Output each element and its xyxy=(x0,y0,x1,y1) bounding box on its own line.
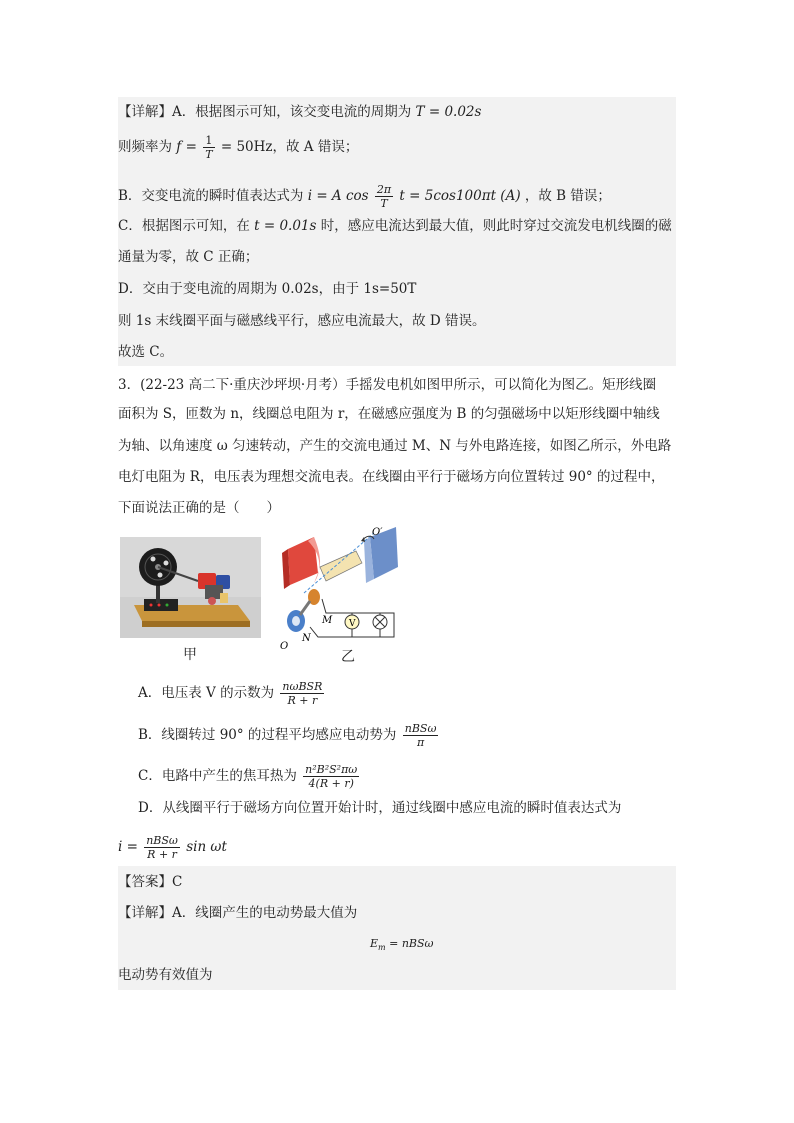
question-line3: 为轴、以角速度 ω 匀速转动，产生的交流电通过 M、N 与外电路连接，如图乙所示，外电路 xyxy=(118,438,672,454)
svg-text:M: M xyxy=(322,615,333,626)
solution1-line2: 则频率为 f = $\frac{1}{T}$ = 50Hz，故 A 错误； xyxy=(118,134,359,161)
solution1-line7: 则 1s 末线圈平面与磁感线平行，感应电流最大，故 D 错误。 xyxy=(118,313,486,329)
fraction-1-over-T: $\frac{1}{T}$ xyxy=(205,134,213,161)
svg-text:O′: O′ xyxy=(372,527,383,538)
fraction-2pi-over-T: $\frac{2\pi}{T}$ xyxy=(376,183,392,210)
option-d: D．从线圈平行于磁场方向位置开始计时，通过线圈中感应电流的瞬时值表达式为 xyxy=(138,800,622,816)
solution2-line1: 【详解】A．线圈产生的电动势最大值为 xyxy=(118,905,358,921)
svg-text:O: O xyxy=(280,641,289,651)
solution2-equation: $E_m = nBS\omega$ xyxy=(370,937,434,953)
option-b: B．线圈转过 90° 的过程平均感应电动势为 $\frac{\text{nBSω}}{\pi}$ xyxy=(138,722,437,749)
question-line5: 下面说法正确的是（ ） xyxy=(118,500,280,516)
answer-line: 【答案】C xyxy=(118,874,183,890)
svg-text:N: N xyxy=(302,633,311,644)
solution1-line3: B．交变电流的瞬时值表达式为 i = A cos $\frac{2\pi}{T}$ t = 5cos100πt (A) ，故 B 错误； xyxy=(118,183,611,210)
option-c-fraction: $\frac{\text{n²B²S²πω}}{4(R + r)}$ xyxy=(305,763,358,790)
caption-jia: 甲 xyxy=(183,647,197,663)
option-d-fraction: $\frac{\text{nBSω}}{R + r}$ xyxy=(146,834,178,861)
option-b-fraction: $\frac{\text{nBSω}}{\pi}$ xyxy=(404,722,437,749)
solution1-line1: 【详解】A．根据图示可知，该交变电流的周期为 T = 0.02s xyxy=(118,104,482,120)
question-line1: 3．(22-23 高二下·重庆沙坪坝·月考）手摇发电机如图甲所示，可以简化为图乙。矩形线圈 xyxy=(118,377,657,393)
solution1-line5: 通量为零，故 C 正确； xyxy=(118,249,259,265)
solution2-line2: 电动势有效值为 xyxy=(118,967,213,983)
svg-text:V: V xyxy=(349,619,356,629)
option-a: A．电压表 V 的示数为 $\frac{\text{nωBSR}}{R + r}$ xyxy=(138,680,323,707)
generator-photo xyxy=(120,537,261,638)
solution1-line6: D．交由于变电流的周期为 0.02s，由于 1s=50T xyxy=(118,281,417,297)
question-line2: 面积为 S，匝数为 n，线圈总电阻为 r，在磁感应强度为 B 的匀强磁场中以矩形线圈中轴线 xyxy=(118,406,660,422)
caption-yi: 乙 xyxy=(341,649,355,665)
solution1-line4: C．根据图示可知，在 t = 0.01s 时，感应电流达到最大值，则此时穿过交流发电机线圈的磁 xyxy=(118,218,672,234)
generator-schematic xyxy=(274,527,404,651)
option-d-formula: i = $\frac{\text{nBSω}}{R + r}$ sin ωt xyxy=(118,834,227,861)
option-a-fraction: $\frac{\text{nωBSR}}{R + r}$ xyxy=(282,680,323,707)
question-line4: 电灯电阻为 R，电压表为理想交流电表。在线圈由平行于磁场方向位置转过 90° 的过程中， xyxy=(118,469,665,485)
solution1-line8: 故选 C。 xyxy=(118,344,174,360)
option-c: C．电路中产生的焦耳热为 $\frac{\text{n²B²S²πω}}{4(R + r)}$ xyxy=(138,763,358,790)
